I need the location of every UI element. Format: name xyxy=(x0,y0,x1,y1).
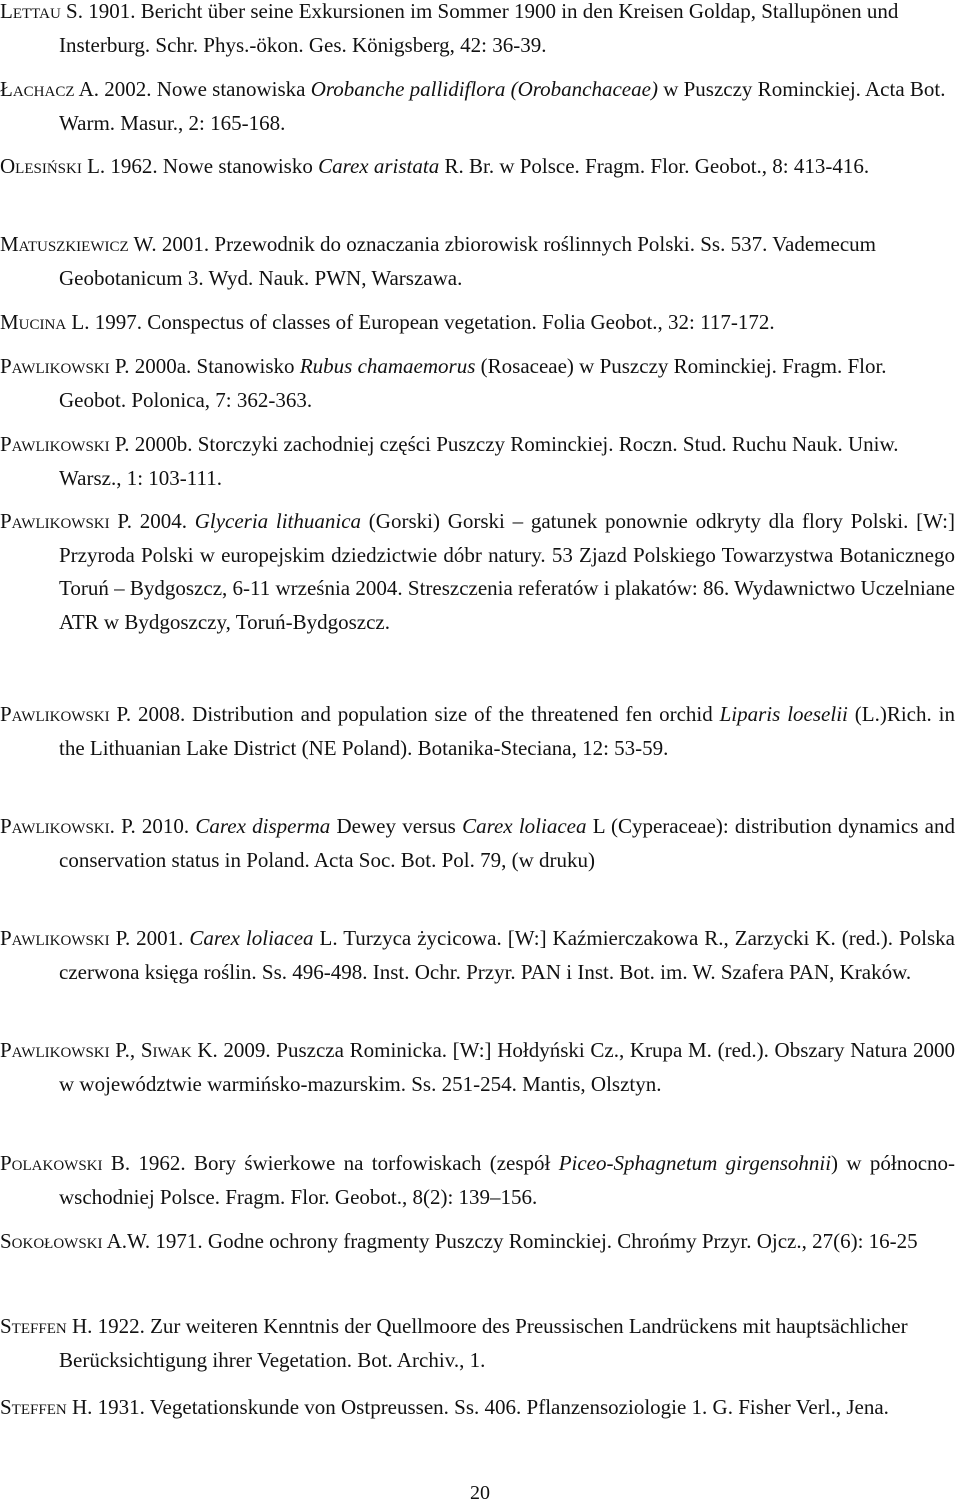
reference-text: (Gorski) Gorski – gatunek ponownie odkryty dla flory Polski. [W:] Przyroda Polski w europejskim dziedzictwie dóbr natury. 53 Zjazd Polskiego Towarzystwa Botanicznego Toruń – Bydgoszcz, 6-11 września 2004. Streszczenia referatów i plakatów: 86. Wydawnictwo Uczelniane ATR w Bydgoszczy, Toruń-Bydgoszcz. xyxy=(59,509,955,634)
reference-text: (L.)Rich. in the Lithuanian Lake District (NE Poland). Botanika-Steciana, 12: 53-59. xyxy=(59,702,955,760)
reference-text: L (Cyperaceae): distribution dynamics and conservation status in Poland. Acta Soc. Bot. Pol. 79, (w druku) xyxy=(59,814,955,872)
reference-text: P. 2001. xyxy=(109,926,190,950)
reference-author: Sokołowski xyxy=(0,1229,103,1253)
reference-text: P. 2010. xyxy=(114,814,196,838)
reference-text: P., xyxy=(109,1038,141,1062)
reference-text: B. 1962. Bory świerkowe na torfowiskach (zespół xyxy=(102,1151,559,1175)
reference-entry xyxy=(0,1391,955,1425)
reference-entry xyxy=(0,922,955,989)
reference-text: S. 1901. Bericht über seine Exkursionen im Sommer 1900 in den Kreisen Goldap, Stallupönen und Insterburg. Schr. Phys.-ökon. Ges. Königsberg, 42: 36-39. xyxy=(59,0,899,57)
reference-author: Siwak xyxy=(140,1038,192,1062)
reference-entry xyxy=(0,698,955,765)
reference-taxon: Carex aristata xyxy=(318,154,440,178)
reference-author: Lettau xyxy=(0,0,61,23)
reference-entry xyxy=(0,0,955,62)
reference-author: Steffen xyxy=(0,1395,67,1419)
reference-entry xyxy=(0,1225,955,1259)
reference-author: Pawlikowski. xyxy=(0,814,115,838)
reference-taxon: Carex loliacea xyxy=(462,814,587,838)
reference-author: Matuszkiewicz xyxy=(0,232,129,256)
reference-author: Pawlikowski xyxy=(0,702,110,726)
reference-text: L. Turzyca życicowa. [W:] Kaźmierczakowa R., Zarzycki K. (red.). Polska czerwona księga roślin. Ss. 496-498. Inst. Ochr. Przyr. PAN i Inst. Bot. im. W. Szafera PAN, Kraków. xyxy=(59,926,955,984)
reference-text: R. Br. w Polsce. Fragm. Flor. Geobot., 8: 413-416. xyxy=(439,154,870,178)
reference-entry xyxy=(0,810,955,877)
reference-text: W. 2001. Przewodnik do oznaczania zbiorowisk roślinnych Polski. Ss. 537. Vademecum Geobotanicum 3. Wyd. Nauk. PWN, Warszawa. xyxy=(59,232,877,290)
reference-entry xyxy=(0,350,955,417)
reference-taxon: Glyceria lithuanica xyxy=(194,509,362,533)
reference-entry xyxy=(0,428,955,495)
reference-entry xyxy=(0,73,955,140)
reference-text: Dewey versus xyxy=(330,814,463,838)
reference-text: w Puszczy Rominckiej. Acta Bot. Warm. Masur., 2: 165-168. xyxy=(59,77,946,135)
reference-text: H. 1922. Zur weiteren Kenntnis der Quellmoore des Preussischen Landrückens mit hauptsächlicher Berücksichtigung ihrer Vegetation. Bot. Archiv., 1. xyxy=(59,1314,908,1372)
reference-author: Łachacz xyxy=(0,77,75,101)
reference-author: Pawlikowski xyxy=(0,509,110,533)
reference-text: L. 1997. Conspectus of classes of European vegetation. Folia Geobot., 32: 117-172. xyxy=(66,310,775,334)
reference-entry xyxy=(0,150,955,184)
reference-author: Mucina xyxy=(0,310,67,334)
reference-text: K. 2009. Puszcza Rominicka. [W:] Hołdyński Cz., Krupa M. (red.). Obszary Natura 2000 w województwie warmińsko-mazurskim. Ss. 251-254. Mantis, Olsztyn. xyxy=(59,1038,955,1096)
reference-author: Pawlikowski xyxy=(0,432,110,456)
reference-text: P. 2008. Distribution and population size of the threatened fen orchid xyxy=(109,702,720,726)
reference-entry xyxy=(0,306,955,340)
reference-author: Olesiński xyxy=(0,154,82,178)
reference-text: A. 2002. Nowe stanowiska xyxy=(74,77,311,101)
reference-taxon: Liparis loeselii xyxy=(719,702,848,726)
reference-text: A.W. 1971. Godne ochrony fragmenty Puszczy Rominckiej. Chrońmy Przyr. Ojcz., 27(6): 16-25 xyxy=(102,1229,918,1253)
reference-entry xyxy=(0,228,955,295)
reference-author: Polakowski xyxy=(0,1151,103,1175)
reference-author: Pawlikowski xyxy=(0,926,110,950)
reference-taxon: Orobanche pallidiflora (Orobanchaceae) xyxy=(310,77,658,101)
reference-text: P. 2000a. Stanowisko xyxy=(109,354,300,378)
reference-author: Pawlikowski xyxy=(0,354,110,378)
page-number: 20 xyxy=(470,1482,490,1504)
reference-entry xyxy=(0,1310,955,1377)
reference-text: L. 1962. Nowe stanowisko xyxy=(81,154,319,178)
reference-text: H. 1931. Vegetationskunde von Ostpreussen. Ss. 406. Pflanzensoziologie 1. G. Fisher Verl., Jena. xyxy=(66,1395,889,1419)
reference-entry xyxy=(0,1147,955,1214)
reference-taxon: Carex loliacea xyxy=(189,926,314,950)
reference-author: Steffen xyxy=(0,1314,67,1338)
reference-text: ) w północno-wschodniej Polsce. Fragm. Flor. Geobot., 8(2): 139–156. xyxy=(59,1151,956,1209)
reference-author: Pawlikowski xyxy=(0,1038,110,1062)
reference-text: (Rosaceae) w Puszczy Rominckiej. Fragm. Flor. Geobot. Polonica, 7: 362-363. xyxy=(59,354,887,412)
reference-text: P. 2004. xyxy=(109,509,195,533)
reference-entry xyxy=(0,1034,955,1101)
reference-taxon: Carex disperma xyxy=(195,814,331,838)
reference-taxon: Piceo-Sphagnetum girgensohnii xyxy=(558,1151,832,1175)
reference-taxon: Rubus chamaemorus xyxy=(299,354,476,378)
reference-entry xyxy=(0,505,955,639)
reference-text: P. 2000b. Storczyki zachodniej części Puszczy Rominckiej. Roczn. Stud. Ruchu Nauk. Uniw. Warsz., 1: 103-111. xyxy=(59,432,899,490)
